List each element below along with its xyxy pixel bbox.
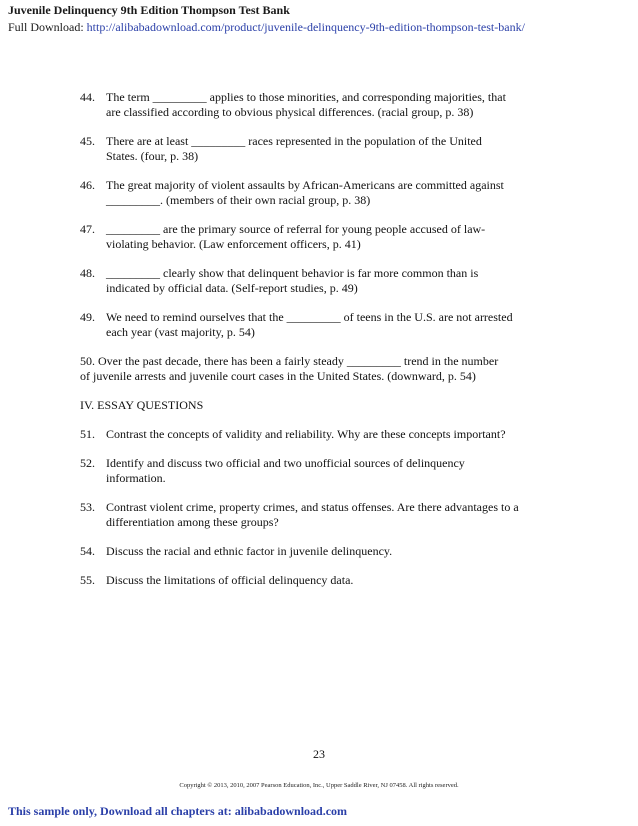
- question-text: There are at least _________ races represented in the population of the United: [106, 134, 482, 148]
- download-label: Full Download:: [8, 20, 84, 34]
- question-50: [80, 354, 550, 384]
- question-47: [80, 222, 550, 252]
- question-number: 48.: [80, 266, 95, 280]
- question-48: [80, 266, 550, 296]
- question-continuation: _________. (members of their own racial group, p. 38): [106, 193, 371, 207]
- question-text: Discuss the racial and ethnic factor in juvenile delinquency.: [106, 544, 393, 558]
- section-heading: IV. ESSAY QUESTIONS: [80, 398, 204, 412]
- question-text: _________ clearly show that delinquent behavior is far more common than is: [106, 266, 479, 280]
- question-44: [80, 90, 550, 120]
- question-number: 52.: [80, 456, 95, 470]
- question-number: 44.: [80, 90, 95, 104]
- question-text: The great majority of violent assaults by African-Americans are committed against: [106, 178, 504, 192]
- essay-55: [80, 573, 550, 588]
- download-link[interactable]: http://alibabadownload.com/product/juvenile-delinquency-9th-edition-thompson-test-bank/: [86, 20, 525, 34]
- question-text: Identify and discuss two official and two unofficial sources of delinquency: [106, 456, 465, 470]
- question-text: Over the past decade, there has been a fairly steady _________ trend in the number: [98, 354, 499, 368]
- download-line: [8, 20, 525, 35]
- question-text: The term _________ applies to those minorities, and corresponding majorities, that: [106, 90, 506, 104]
- question-number: 51.: [80, 427, 95, 441]
- question-49: [80, 310, 550, 340]
- essay-54: [80, 544, 550, 559]
- question-number: 53.: [80, 500, 95, 514]
- question-number: 45.: [80, 134, 95, 148]
- question-text: Discuss the limitations of official delinquency data.: [106, 573, 354, 587]
- copyright-notice: Copyright © 2013, 2010, 2007 Pearson Education, Inc., Upper Saddle River, NJ 07458. All rights reserved.: [179, 782, 459, 789]
- question-text: _________ are the primary source of referral for young people accused of law-: [106, 222, 486, 236]
- question-number: 49.: [80, 310, 95, 324]
- question-46: [80, 178, 550, 208]
- question-continuation: differentiation among these groups?: [106, 515, 279, 529]
- question-number: 46.: [80, 178, 95, 192]
- footer-download-notice[interactable]: This sample only, Download all chapters at: alibabadownload.com: [8, 804, 348, 818]
- essay-53: [80, 500, 550, 530]
- question-number: 47.: [80, 222, 95, 236]
- page-content: [80, 90, 550, 602]
- question-continuation: each year (vast majority, p. 54): [106, 325, 255, 339]
- question-continuation: information.: [106, 471, 166, 485]
- question-continuation: are classified according to obvious physical differences. (racial group, p. 38): [106, 105, 474, 119]
- essay-52: [80, 456, 550, 486]
- question-continuation: of juvenile arrests and juvenile court cases in the United States. (downward, p. 54): [80, 369, 476, 383]
- question-continuation: States. (four, p. 38): [106, 149, 199, 163]
- question-45: [80, 134, 550, 164]
- essay-51: [80, 427, 550, 442]
- question-continuation: indicated by official data. (Self-report studies, p. 49): [106, 281, 358, 295]
- document-title: Juvenile Delinquency 9th Edition Thompson Test Bank: [8, 3, 290, 17]
- question-text: We need to remind ourselves that the _________ of teens in the U.S. are not arrested: [106, 310, 513, 324]
- question-number: 55.: [80, 573, 95, 587]
- page-number: 23: [313, 747, 325, 761]
- question-text: Contrast the concepts of validity and reliability. Why are these concepts important?: [106, 427, 506, 441]
- question-number: 50.: [80, 354, 95, 368]
- question-text: Contrast violent crime, property crimes, and status offenses. Are there advantages to a: [106, 500, 519, 514]
- question-continuation: violating behavior. (Law enforcement officers, p. 41): [106, 237, 361, 251]
- question-number: 54.: [80, 544, 95, 558]
